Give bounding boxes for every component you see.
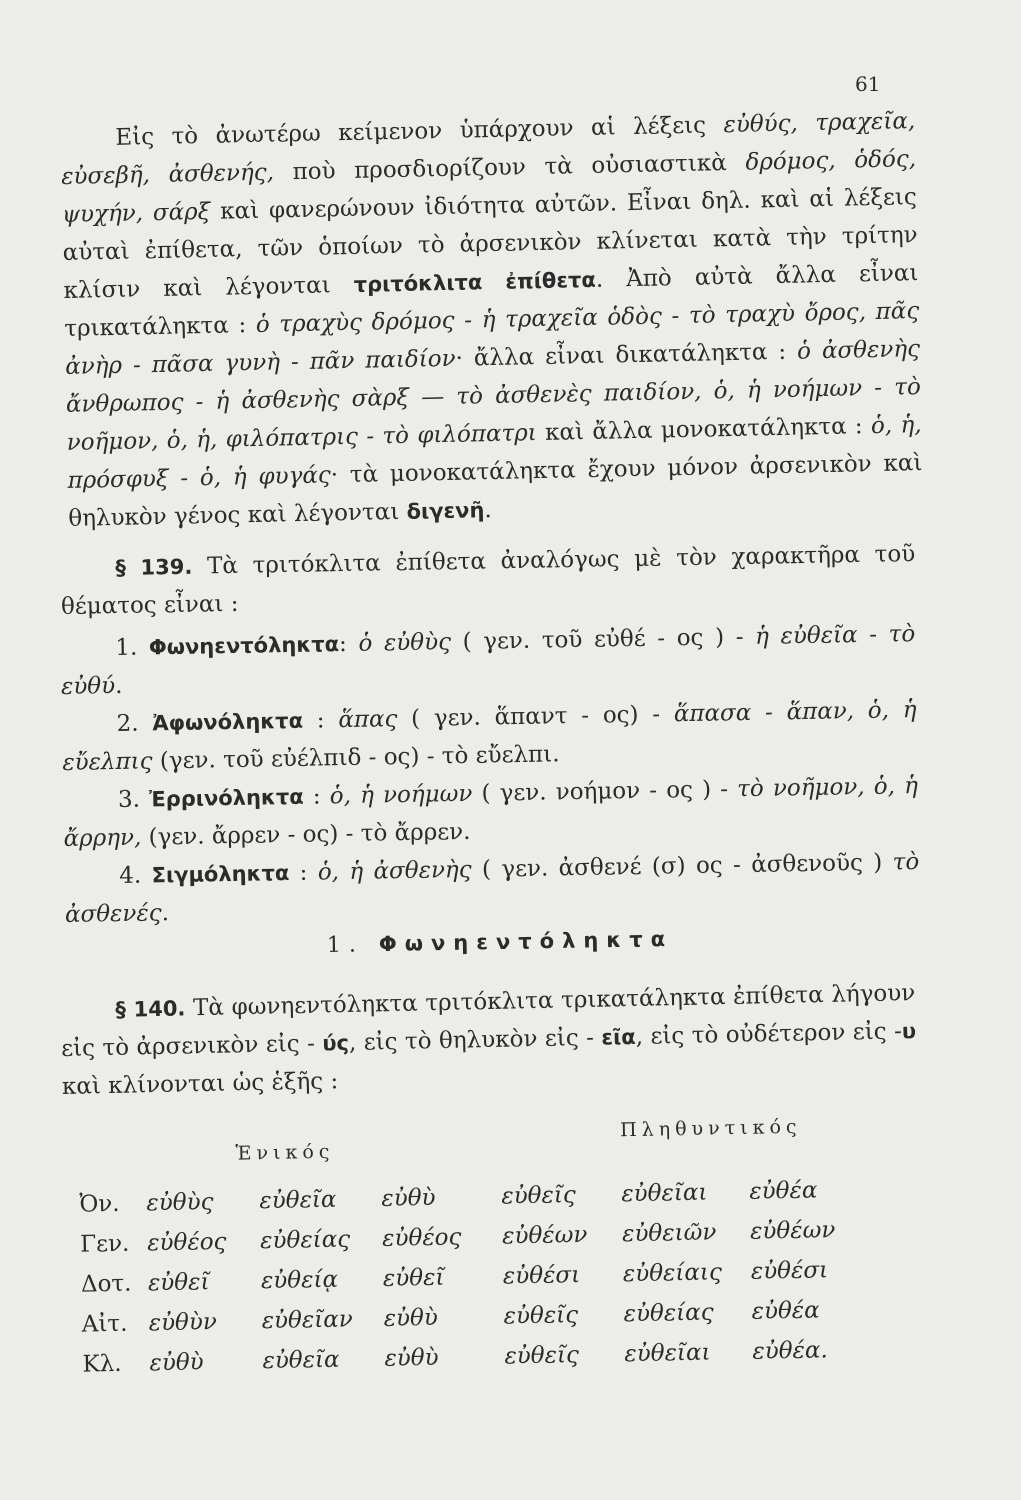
form-cell: εὐθὺ [149, 1349, 204, 1377]
form-cell: εὐθείας [623, 1299, 714, 1328]
item-number: 2. [116, 710, 153, 738]
text: ( γεν. ἅπαντ - ος) - [397, 701, 675, 733]
term-bold: διγενῆ [406, 498, 485, 524]
plural-header: Πληθυντικός [619, 1115, 802, 1142]
text: : [303, 783, 330, 810]
heading-number: 1. [326, 932, 380, 959]
form-cell: εὐθὺ [383, 1304, 439, 1332]
heading-title: Φωνηεντόληκτα [378, 926, 674, 957]
form-cell: εὐθεῖς [501, 1182, 577, 1210]
form-cell: εὐθέα. [752, 1337, 828, 1365]
form-cell: εὐθεῖαν [261, 1306, 353, 1335]
example-text: ὁ τραχὺς δρόμος - ἡ τραχεῖα ὁδὸς - τὸ τραχὺ ὄρος, πᾶς ἀνὴρ - πᾶσα γυνὴ - πᾶν παιδίον [64, 298, 920, 380]
case-label: Κλ. [82, 1350, 122, 1378]
text: · ἄλλα εἶναι δικατάληκτα : [455, 338, 798, 372]
list-item [64, 843, 920, 934]
example-text: ἡ εὐθεῖα - τὸ εὐθύ [60, 621, 916, 700]
form-cell: εὐθεῖς [504, 1342, 580, 1370]
form-cell: εὐθειῶν [621, 1219, 717, 1248]
ending-bold: εῖα [601, 1024, 636, 1050]
section-139 [60, 535, 916, 626]
form-cell: εὐθεῖα [262, 1346, 340, 1375]
intro-paragraph [60, 102, 924, 538]
item-title: Ἀφωνόληκτα [152, 708, 304, 736]
form-cell: εὐθεῖα [259, 1186, 337, 1215]
text: (γεν. τοῦ εὐέλπιδ - ος) - τὸ εὔελπι. [152, 741, 560, 775]
table-row [64, 1337, 828, 1392]
form-cell: εὐθέα [751, 1297, 820, 1325]
page-number: 61 [855, 72, 881, 96]
singular-header: Ἑνικός [235, 1140, 335, 1165]
text: . [484, 497, 492, 524]
text: Εἰς τὸ ἀνωτέρω κείμενον ὑπάρχουν αἱ λέξεις [115, 112, 724, 151]
item-number: 1. [115, 634, 150, 662]
form-cell: εὐθεῖ [147, 1269, 210, 1297]
section-number: § 140. [115, 996, 186, 1022]
form-cell: εὐθεῖ [382, 1264, 445, 1292]
category-list [60, 615, 920, 934]
table-row [61, 1177, 818, 1232]
text: . [161, 900, 170, 927]
text: Τὰ τριτόκλιτα ἐπίθετα ἀναλόγως μὲ τὸν χαρακτῆρα τοῦ θέματος εἶναι : [60, 541, 916, 620]
item-title: Φωνηεντόληκτα [148, 632, 340, 660]
case-label: Γεν. [79, 1230, 130, 1258]
example-text: τὸ ἀσθενές [64, 849, 920, 928]
form-cell: εὐθὺ [384, 1344, 439, 1372]
form-cell: εὐθέα [749, 1177, 818, 1205]
example-text: ἅπας [338, 706, 398, 734]
form-cell: εὐθέσι [750, 1257, 829, 1285]
item-number: 3. [117, 786, 150, 814]
form-cell: εὐθὺς [146, 1189, 214, 1217]
text: : [338, 630, 359, 658]
form-cell: εὐθέσι [502, 1262, 581, 1290]
text: , εἰς τὸ θηλυκὸν εἰς - [348, 1024, 602, 1056]
form-cell: εὐθέος [146, 1228, 227, 1257]
example-text: εὐθύς, τραχεῖα, εὐσεβῆ, ἀσθενής, [60, 108, 916, 190]
form-cell: εὐθέων [749, 1217, 836, 1245]
form-cell: εὐθείας [259, 1226, 351, 1255]
text: , εἰς τὸ οὐδέτερον εἰς - [635, 1018, 903, 1050]
form-cell: εὐθεῖαι [624, 1339, 711, 1368]
text: Τὰ φωνηεντόληκτα τριτόκλιτα τρικατάληκτα ἐπίθετα λήγουν εἰς τὸ ἀρσενικὸν εἰς - [60, 980, 916, 1062]
text: καὶ φανερώνουν ἰδιότητα αὐτῶν. Εἶναι δηλ. καὶ αἱ λέξεις αὐταὶ ἐπίθετα, τῶν ὁποίων τὸ ἀρσενικὸν κλίνεται κατὰ τὴν τρίτην κλίσιν καὶ λέγονται [62, 184, 918, 304]
text: ( γεν. νοήμον - ος ) - [472, 776, 738, 807]
form-cell: εὐθὺ [381, 1184, 436, 1212]
form-cell: εὐθέων [501, 1221, 588, 1250]
form-cell: εὐθεῖς [503, 1302, 579, 1330]
example-text: τὸ νοῆμον, ὁ, ἡ ἄρρην, [63, 773, 919, 852]
declension-table [60, 1115, 860, 1378]
example-text: ἅπασα - ἅπαν, ὁ, ἡ εὔελπις [62, 697, 917, 776]
text: ποὺ προσδιορίζουν τὰ οὐσιαστικὰ [273, 149, 746, 186]
text: : [302, 707, 339, 734]
ending-bold: υ [901, 1019, 917, 1044]
text: . Ἀπὸ αὐτὰ ἄλλα εἶναι τρικατάληκτα : [64, 260, 919, 342]
form-cell: εὐθείᾳ [260, 1266, 339, 1295]
text: . [114, 672, 123, 700]
example-text: ὁ ἀσθενὴς ἄνθρωπος - ἡ ἀσθενὴς σὰρξ — τὸ ἀσθενὲς παιδίον, ὁ, ἡ νοήμων - τὸ νοῆμον, ὁ, ἡ, φιλόπατρις - τὸ φιλόπατρι [65, 336, 922, 456]
table-row [63, 1297, 820, 1352]
example-text: δρόμος, ὁδός, ψυχήν, σάρξ [61, 146, 917, 228]
text: ( γεν. ἀσθενέ (σ) ος - ἀσθενοῦς ) [471, 849, 893, 883]
text: ( γεν. τοῦ εὐθέ - ος ) - [450, 623, 756, 656]
item-title: Σιγμόληκτα [151, 861, 290, 888]
text: καὶ κλίνονται ὡς ἑξῆς : [61, 1068, 339, 1100]
text: καὶ ἄλλα μονοκατάληκτα : [536, 413, 872, 447]
case-label: Δοτ. [80, 1270, 132, 1298]
form-cell: εὐθέος [381, 1224, 462, 1252]
item-title: Ἐρρινόληκτα [148, 784, 304, 812]
text: · τὰ μονοκατάληκτα ἔχουν μόνον ἀρσενικὸν καὶ θηλυκὸν γένος καὶ λέγονται [68, 450, 923, 532]
case-label: Αἰτ. [81, 1310, 128, 1338]
ending-bold: ύς [322, 1030, 350, 1056]
item-number: 4. [119, 862, 152, 890]
text: : [289, 859, 319, 887]
example-text: ὁ, ἡ, πρόσφυξ - ὁ, ἡ φυγάς [67, 412, 922, 494]
section-number: § 139. [115, 554, 193, 581]
form-cell: εὐθὺν [148, 1309, 218, 1337]
section-140 [60, 974, 917, 1106]
form-cell: εὐθεῖαι [621, 1179, 708, 1208]
example-text: ὁ, ἡ ἀσθενὴς [317, 856, 472, 886]
term-bold: τριτόκλιτα ἐπίθετα [353, 267, 597, 297]
example-text: ὁ, ἡ νοήμων [329, 780, 473, 810]
text: (γεν. ἄρρεν - ος) - τὸ ἄρρεν. [141, 818, 471, 851]
example-text: ὁ εὐθὺς [358, 629, 452, 657]
form-cell: εὐθείαις [622, 1259, 723, 1288]
case-label: Ὀν. [79, 1190, 120, 1218]
